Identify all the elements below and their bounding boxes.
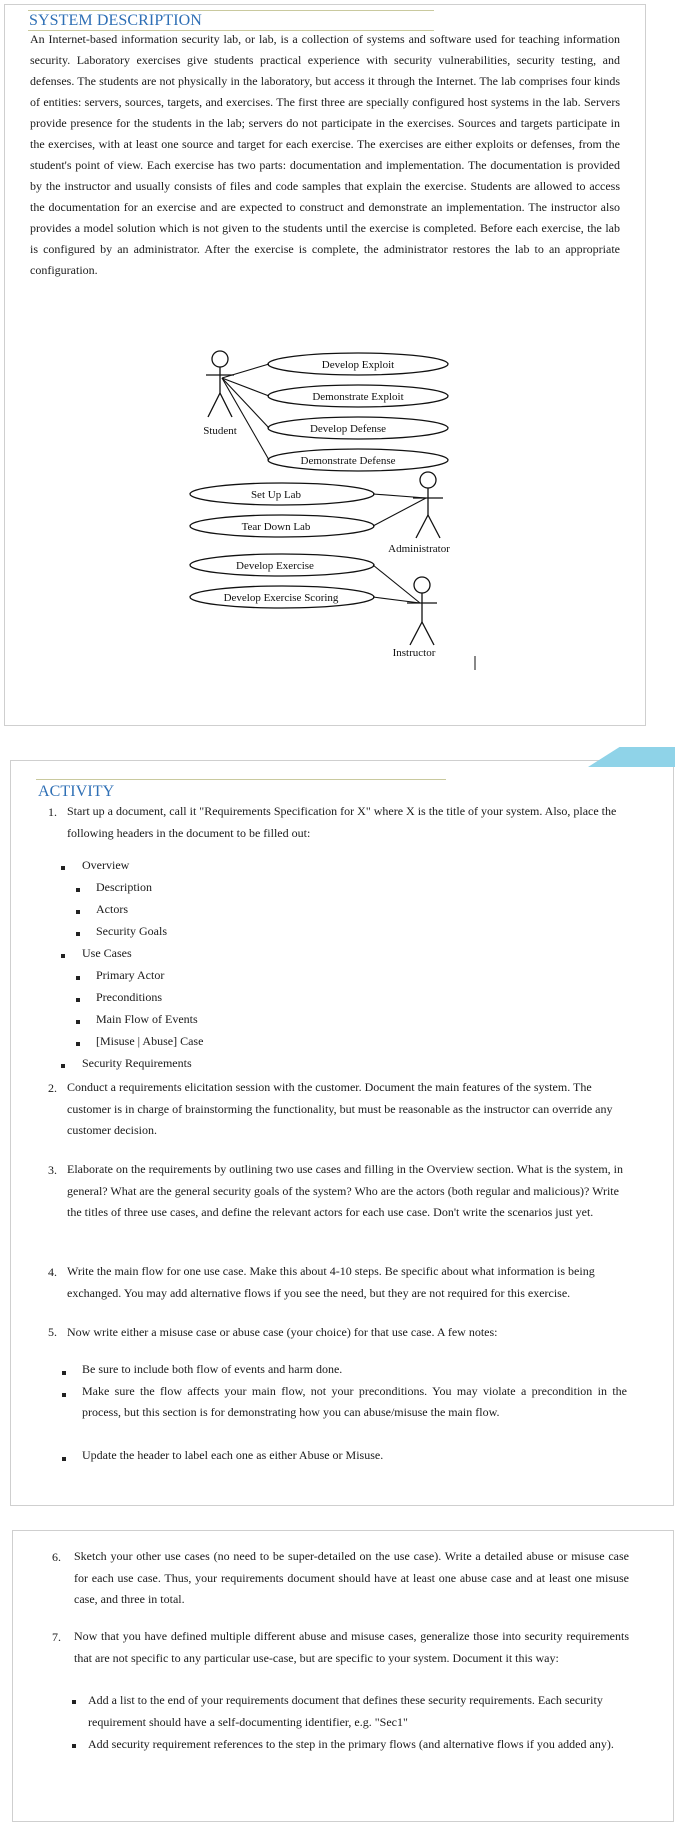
bullet	[62, 1371, 66, 1375]
step-1-number: 1.	[48, 805, 57, 819]
step-6-text: Sketch your other use cases (no need to be super-detailed on the use case). Write a detailed abuse or misuse case for each use case. Thus, your requirements document should have at least one abuse case and at least one misuse case, and three in total.	[74, 1549, 629, 1606]
step-5-text: Now write either a misuse case or abuse case (your choice) for that use case. A few notes:	[67, 1325, 498, 1339]
administrator-actor	[413, 472, 443, 538]
student-actor	[206, 351, 234, 417]
step-3-text: Elaborate on the requirements by outlining two use cases and filling in the Overview section. What is the system, in general? What are the general security goals of the system? Who are the actors (both regular and malicious)? Write the titles of three use cases, and define the relevant actors for each use case. Don't write the scenarios just yet.	[67, 1162, 623, 1219]
header-use-cases: Use Cases	[82, 946, 132, 960]
uc-develop-exploit-label: Develop Exploit	[321, 359, 395, 371]
bullet	[76, 998, 80, 1002]
heading-rule-top	[28, 10, 434, 11]
bullet	[76, 910, 80, 914]
step-7-note-1: Add a list to the end of your requirements document that defines these security requirements. Each security requirement should have a self-documenting identifier, e.g. "Sec1"	[88, 1693, 603, 1729]
step-1-text: Start up a document, call it "Requirements Specification for X" where X is the title of your system. Also, place the following headers in the document to be filled out:	[67, 804, 617, 840]
bullet	[72, 1700, 76, 1704]
administrator-label: Administrator	[388, 543, 450, 555]
uc-develop-defense-label: Develop Defense	[309, 423, 387, 435]
use-case-diagram	[0, 340, 675, 670]
activity-heading: ACTIVITY	[38, 783, 115, 800]
header-actors: Actors	[96, 902, 128, 916]
step-7-note-2: Add security requirement references to the step in the primary flows (and alternative flows if you added any).	[88, 1737, 614, 1751]
bullet	[61, 954, 65, 958]
step-5-note-2: Make sure the flow affects your main flow, not your preconditions. You may violate a precondition in the process, but this section is for demonstrating how you can abuse/misuse the main flow.	[82, 1384, 627, 1419]
bullet	[72, 1744, 76, 1748]
bullet	[62, 1457, 66, 1461]
bullet	[76, 888, 80, 892]
uc-tear-down-lab-label: Tear Down Lab	[241, 521, 311, 533]
uc-develop-exercise-scoring-label: Develop Exercise Scoring	[223, 592, 339, 604]
step-3-number: 3.	[48, 1163, 57, 1177]
uc-set-up-lab-label: Set Up Lab	[250, 489, 302, 501]
step-4-number: 4.	[48, 1265, 57, 1279]
header-description: Description	[96, 880, 152, 894]
instructor-label: Instructor	[392, 647, 436, 659]
header-security-requirements: Security Requirements	[82, 1056, 192, 1070]
uc-develop-exercise-label: Develop Exercise	[236, 560, 314, 572]
step-2-number: 2.	[48, 1081, 57, 1095]
step-4-text: Write the main flow for one use case. Make this about 4-10 steps. Be specific about what information is being exchanged. You may add alternative flows if you see the need, but they are not required for this exercise.	[67, 1264, 595, 1300]
header-misuse-abuse-case: [Misuse | Abuse] Case	[96, 1034, 204, 1048]
step-7-number: 7.	[52, 1630, 61, 1644]
header-primary-actor: Primary Actor	[96, 968, 165, 982]
header-preconditions: Preconditions	[96, 990, 162, 1004]
bullet	[76, 1020, 80, 1024]
system-description-paragraph: An Internet-based information security lab, or lab, is a collection of systems and software used for teaching information security. Laboratory exercises give students practical experience with security vulnerabilities, security testing, and defenses. The students are not physically in the laboratory, but access it through the Internet. The lab comprises four kinds of entities: servers, sources, targets, and exercises. The first three are specially configured host systems in the lab. Servers provide presence for the students in the lab; servers do not participate in the exercises. Sources and targets participate in the exercises, with at least one source and target for each exercise. The exercises are either exploits or defenses, from the student's point of view. Each exercise has two parts: documentation and implementation. The documentation is provided by the instructor and usually consists of files and code samples that explain the exercise. Students are allowed to access the documentation for an exercise and are expected to construct and demonstrate an implementation. The instructor also provides a model solution which is not given to the students until the exercise is completed. Before each exercise, the lab is configured by an administrator. After the exercise is complete, the administrator restores the lab to an appropriate configuration.	[30, 32, 620, 277]
bullet	[61, 1064, 65, 1068]
activity-rule-top	[36, 779, 446, 780]
corner-accent	[588, 747, 675, 767]
step-2-text: Conduct a requirements elicitation session with the customer. Document the main features of the system. The customer is in charge of brainstorming the functionality, but must be reasonable as the instructor can override any customer decision.	[67, 1080, 613, 1137]
bullet	[76, 976, 80, 980]
bullet	[76, 1042, 80, 1046]
instructor-actor	[407, 577, 437, 645]
step-6-number: 6.	[52, 1550, 61, 1564]
step-5-number: 5.	[48, 1325, 57, 1339]
step-7-text: Now that you have defined multiple different abuse and misuse cases, generalize those into security requirements that are not specific to any particular use-case, but are specific to your system. Document it this way:	[74, 1629, 629, 1665]
uc-demonstrate-defense-label: Demonstrate Defense	[300, 455, 396, 467]
header-security-goals: Security Goals	[96, 924, 167, 938]
uc-demonstrate-exploit-label: Demonstrate Exploit	[312, 391, 404, 403]
student-label: Student	[203, 425, 237, 437]
bullet	[61, 866, 65, 870]
system-description-heading: SYSTEM DESCRIPTION	[29, 12, 202, 29]
bullet	[76, 932, 80, 936]
step-5-note-3: Update the header to label each one as either Abuse or Misuse.	[82, 1448, 384, 1462]
step-5-note-1: Be sure to include both flow of events and harm done.	[82, 1362, 343, 1376]
header-main-flow: Main Flow of Events	[96, 1012, 198, 1026]
bullet	[62, 1393, 66, 1397]
header-overview: Overview	[82, 858, 130, 872]
